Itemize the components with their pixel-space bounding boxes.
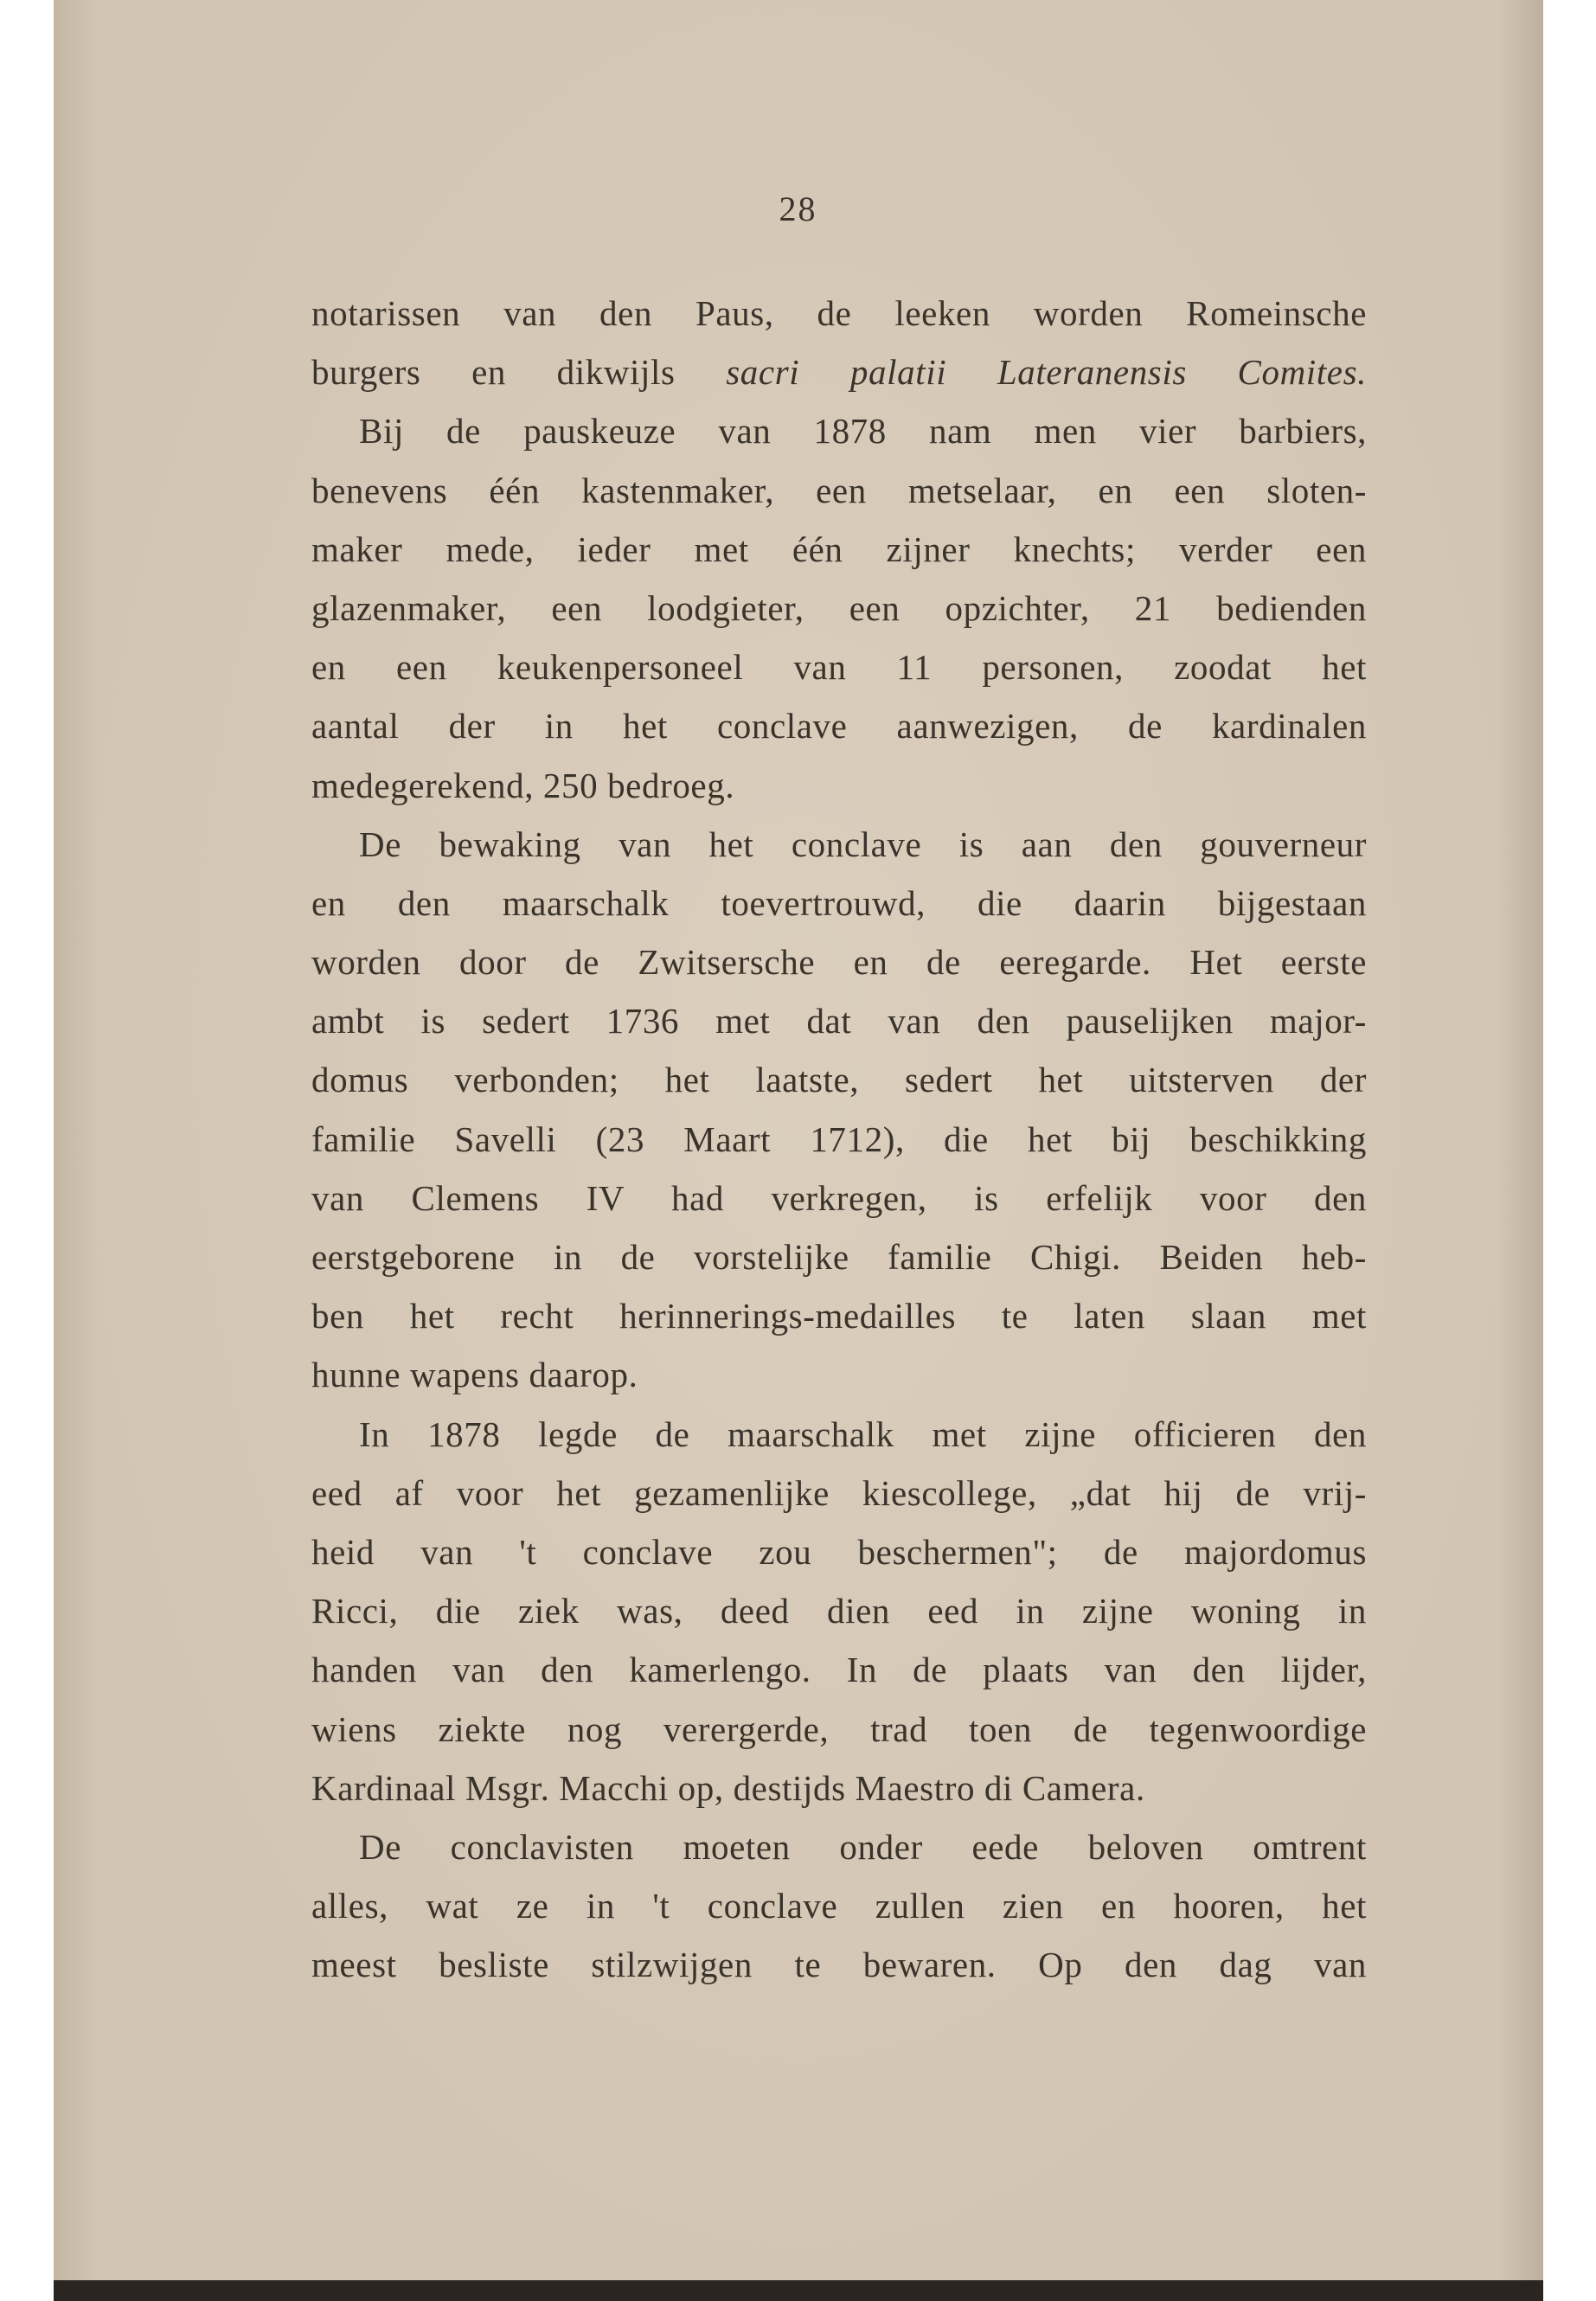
text-line (311, 1759, 1367, 1817)
italic-phrase: sacri palatii Lateranensis Comites. (726, 352, 1367, 393)
text-line (311, 1464, 1367, 1522)
text-line-content: burgers en dikwijls (311, 352, 727, 393)
text-line (311, 1640, 1367, 1699)
page-number: 28 (779, 189, 817, 228)
text-line (311, 1405, 1367, 1464)
text-line-content: alles, wat ze in 't conclave zullen zien en hooren, het (311, 1886, 1367, 1926)
text-line-content: eed af voor het gezamenlijke kiescollege, „dat hij de vrij- (311, 1472, 1367, 1513)
text-line (311, 696, 1367, 755)
text-line-content: notarissen van den Paus, de leeken worden Romeinsche (311, 293, 1367, 333)
text-line (311, 933, 1367, 991)
text-line-content: Bij de pauskeuze van 1878 nam men vier barbiers, (359, 411, 1367, 452)
text-line (311, 991, 1367, 1050)
text-line-content: familie Savelli (23 Maart 1712), die het bij beschikking (311, 1118, 1367, 1159)
text-line (311, 874, 1367, 933)
text-line-content: heid van 't conclave zou beschermen"; de majordomus (311, 1531, 1367, 1572)
text-line-content: ambt is sedert 1736 met dat van den pauselijken major- (311, 1001, 1367, 1042)
text-line-content: eerstgeborene in de vorstelijke familie Chigi. Beiden heb- (311, 1237, 1367, 1277)
text-line-content: en een keukenpersoneel van 11 personen, zoodat het (311, 647, 1367, 688)
text-line-content: Ricci, die ziek was, deed dien eed in zijne woning in (311, 1591, 1367, 1631)
text-line-content: In 1878 legde de maarschalk met zijne officieren den (359, 1413, 1367, 1454)
text-line (311, 1817, 1367, 1876)
text-line-content: ben het recht herinnerings-medailles te laten slaan met (311, 1296, 1367, 1336)
text-line-content: Kardinaal Msgr. Macchi op, destijds Maestro di Camera. (311, 1767, 1145, 1808)
text-line-content: wiens ziekte nog verergerde, trad toen de tegenwoordige (311, 1708, 1367, 1749)
text-line-content: aantal der in het conclave aanwezigen, de kardinalen (311, 706, 1367, 747)
text-line-content: maker mede, ieder met één zijner knechts; verder een (311, 529, 1367, 569)
text-line (311, 579, 1367, 638)
text-line (311, 756, 1367, 815)
scan-left-margin (0, 0, 54, 2301)
text-line (311, 284, 1367, 343)
text-line (311, 343, 1367, 401)
text-line (311, 1935, 1367, 1994)
text-line-content: worden door de Zwitsersche en de eeregarde. Het eerste (311, 942, 1367, 983)
text-line-content: glazenmaker, een loodgieter, een opzichter, 21 bedienden (311, 587, 1367, 628)
text-line (311, 1050, 1367, 1109)
text-line (311, 1876, 1367, 1935)
scan-right-margin (1543, 0, 1596, 2301)
text-line-content: benevens één kastenmaker, een metselaar, en een sloten- (311, 470, 1367, 510)
text-line-content: van Clemens IV had verkregen, is erfelijk voor den (311, 1177, 1367, 1218)
text-line (311, 815, 1367, 874)
text-line (311, 520, 1367, 579)
text-line-content: hunne wapens daarop. (311, 1355, 638, 1395)
text-line (311, 1345, 1367, 1404)
text-line (311, 401, 1367, 460)
text-line (311, 1581, 1367, 1640)
text-line-content: medegerekend, 250 bedroeg. (311, 765, 735, 805)
text-line-content: De bewaking van het conclave is aan den gouverneur (359, 824, 1367, 864)
text-line (311, 461, 1367, 520)
text-line (311, 1286, 1367, 1345)
body-text (311, 284, 1367, 1994)
text-line-content: en den maarschalk toevertrouwd, die daarin bijgestaan (311, 882, 1367, 923)
text-line (311, 1700, 1367, 1759)
text-line-content: meest besliste stilzwijgen te bewaren. Op den dag van (311, 1945, 1367, 1985)
text-line-content: domus verbonden; het laatste, sedert het uitsterven der (311, 1060, 1367, 1100)
text-line (311, 1169, 1367, 1227)
text-line (311, 1522, 1367, 1581)
text-line-content: De conclavisten moeten onder eede beloven omtrent (359, 1826, 1367, 1867)
text-line (311, 1227, 1367, 1286)
text-line (311, 638, 1367, 696)
text-line-content: handen van den kamerlengo. In de plaats van den lijder, (311, 1650, 1367, 1690)
text-line (311, 1110, 1367, 1169)
page-bottom-edge (54, 2280, 1543, 2301)
